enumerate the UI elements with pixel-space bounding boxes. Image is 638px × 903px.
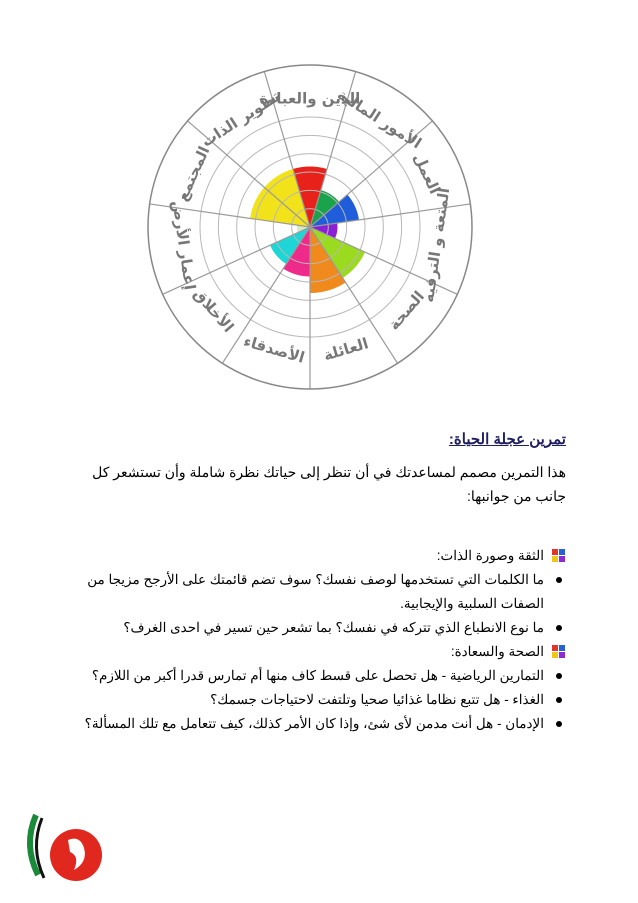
list-item <box>70 568 566 616</box>
bullet-folder-icon <box>552 645 566 659</box>
document-body <box>70 420 566 736</box>
bullet-dot-icon <box>556 625 562 631</box>
bullet-dot-icon <box>556 673 562 679</box>
section-self-confidence <box>70 544 566 640</box>
list-item-text: الغذاء - هل تتبع نظاما غذائيا صحيا وتلتفت لاحتياجات جسمك؟ <box>210 692 544 707</box>
wheel-segment-label: المجتمع <box>172 143 214 204</box>
wheel-segment-label: إعمار الأرض <box>168 199 200 291</box>
list-item-text: التمارين الرياضية - هل تحصل على قسط كاف منها أم تمارس قدرا أكبر من اللازم؟ <box>91 668 544 683</box>
bullet-folder-icon <box>552 549 566 563</box>
organization-logo <box>18 800 108 890</box>
list-item <box>70 664 566 688</box>
wheel-segment-label: تطوير الذات <box>198 87 284 151</box>
list-item-text: ما الكلمات التي تستخدمها لوصف نفسك؟ سوف تضم قائمتك على الأرجح مزيجا من الصفات السلبية والإيجابية. <box>87 572 544 611</box>
section-health-happiness <box>70 640 566 736</box>
wheel-segment-label: الأخلاق <box>189 284 238 337</box>
list-item-text: ما نوع الانطباع الذي تتركه في نفسك؟ بما تشعر حين تسير في احدى الغرف؟ <box>123 620 544 635</box>
bullet-dot-icon <box>556 721 562 727</box>
list-item-text: الإدمان - هل أنت مدمن لأى شئ، وإذا كان الأمر كذلك، كيف تتعامل مع تلك المسألة؟ <box>84 716 544 731</box>
wheel-segment-label: المتعة و الترفيه <box>419 186 454 304</box>
bullet-dot-icon <box>556 577 562 583</box>
section-heading-text: الثقة وصورة الذات: <box>436 548 544 563</box>
wheel-segment-label: الدين والعبادة <box>259 89 361 108</box>
intro-paragraph: هذا التمرين مصمم لمساعدتك في أن تنظر إلى حياتك نظرة شاملة وأن تستشعر كل جانب من جوانبها: <box>92 464 566 504</box>
section-heading <box>70 544 566 568</box>
wheel-segment-label: الأصدقاء <box>241 331 307 367</box>
wheel-segment-label: العمل <box>409 150 444 197</box>
life-wheel-chart <box>145 62 475 392</box>
list-item <box>70 688 566 712</box>
bullet-dot-icon <box>556 697 562 703</box>
section-heading <box>70 640 566 664</box>
list-item <box>70 616 566 640</box>
wheel-segment-label: الصحة <box>384 287 429 334</box>
wheel-segment-label: العائلة <box>321 334 371 365</box>
section-heading-text: الصحة والسعادة: <box>450 644 544 659</box>
wheel-segment-label: الأمور المالية <box>334 85 425 153</box>
exercise-title: تمرين عجلة الحياة: <box>448 431 566 448</box>
list-item <box>70 712 566 736</box>
